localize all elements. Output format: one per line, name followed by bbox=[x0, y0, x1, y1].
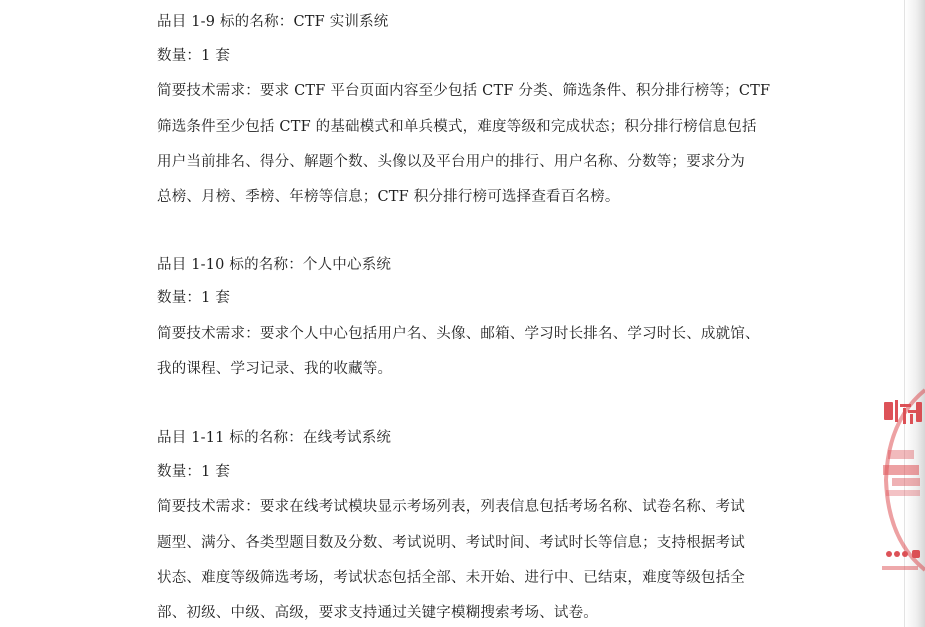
item-1-9-requirement-line: 简要技术需求：要求 CTF 平台页面内容至少包括 CTF 分类、筛选条件、积分排行榜等；CTF bbox=[157, 83, 771, 99]
item-1-9-requirement-line: 用户当前排名、得分、解题个数、头像以及平台用户的排行、用户名称、分数等；要求分为 bbox=[157, 154, 745, 170]
item-1-9-title: 品目 1-9 标的名称：CTF 实训系统 bbox=[157, 14, 389, 30]
item-1-11-quantity: 数量：1 套 bbox=[157, 464, 231, 480]
item-1-11-requirement-line: 题型、满分、各类型题目数及分数、考试说明、考试时间、考试时长等信息；支持根据考试 bbox=[157, 535, 745, 551]
item-1-10-title: 品目 1-10 标的名称：个人中心系统 bbox=[157, 257, 392, 273]
item-1-11-requirement-line: 状态、难度等级筛选考场，考试状态包括全部、未开始、进行中、已结束，难度等级包括全 bbox=[157, 570, 745, 586]
item-1-11-title: 品目 1-11 标的名称：在线考试系统 bbox=[157, 430, 392, 446]
item-1-11-requirement-line: 部、初级、中级、高级，要求支持通过关键字模糊搜索考场、试卷。 bbox=[157, 605, 598, 621]
item-1-9-requirement-line: 筛选条件至少包括 CTF 的基础模式和单兵模式，难度等级和完成状态；积分排行榜信息包括 bbox=[157, 119, 757, 135]
item-1-9-requirement-line: 总榜、月榜、季榜、年榜等信息；CTF 积分排行榜可选择查看百名榜。 bbox=[157, 189, 620, 205]
item-1-10-requirement-line: 我的课程、学习记录、我的收藏等。 bbox=[157, 361, 393, 377]
item-1-9-quantity: 数量：1 套 bbox=[157, 48, 231, 64]
item-1-10-requirement-line: 简要技术需求：要求个人中心包括用户名、头像、邮箱、学习时长排名、学习时长、成就馆、 bbox=[157, 326, 760, 342]
item-1-10-quantity: 数量：1 套 bbox=[157, 290, 231, 306]
seal-stamp-icon bbox=[880, 380, 925, 580]
item-1-11-requirement-line: 简要技术需求：要求在线考试模块显示考场列表，列表信息包括考场名称、试卷名称、考试 bbox=[157, 499, 745, 515]
